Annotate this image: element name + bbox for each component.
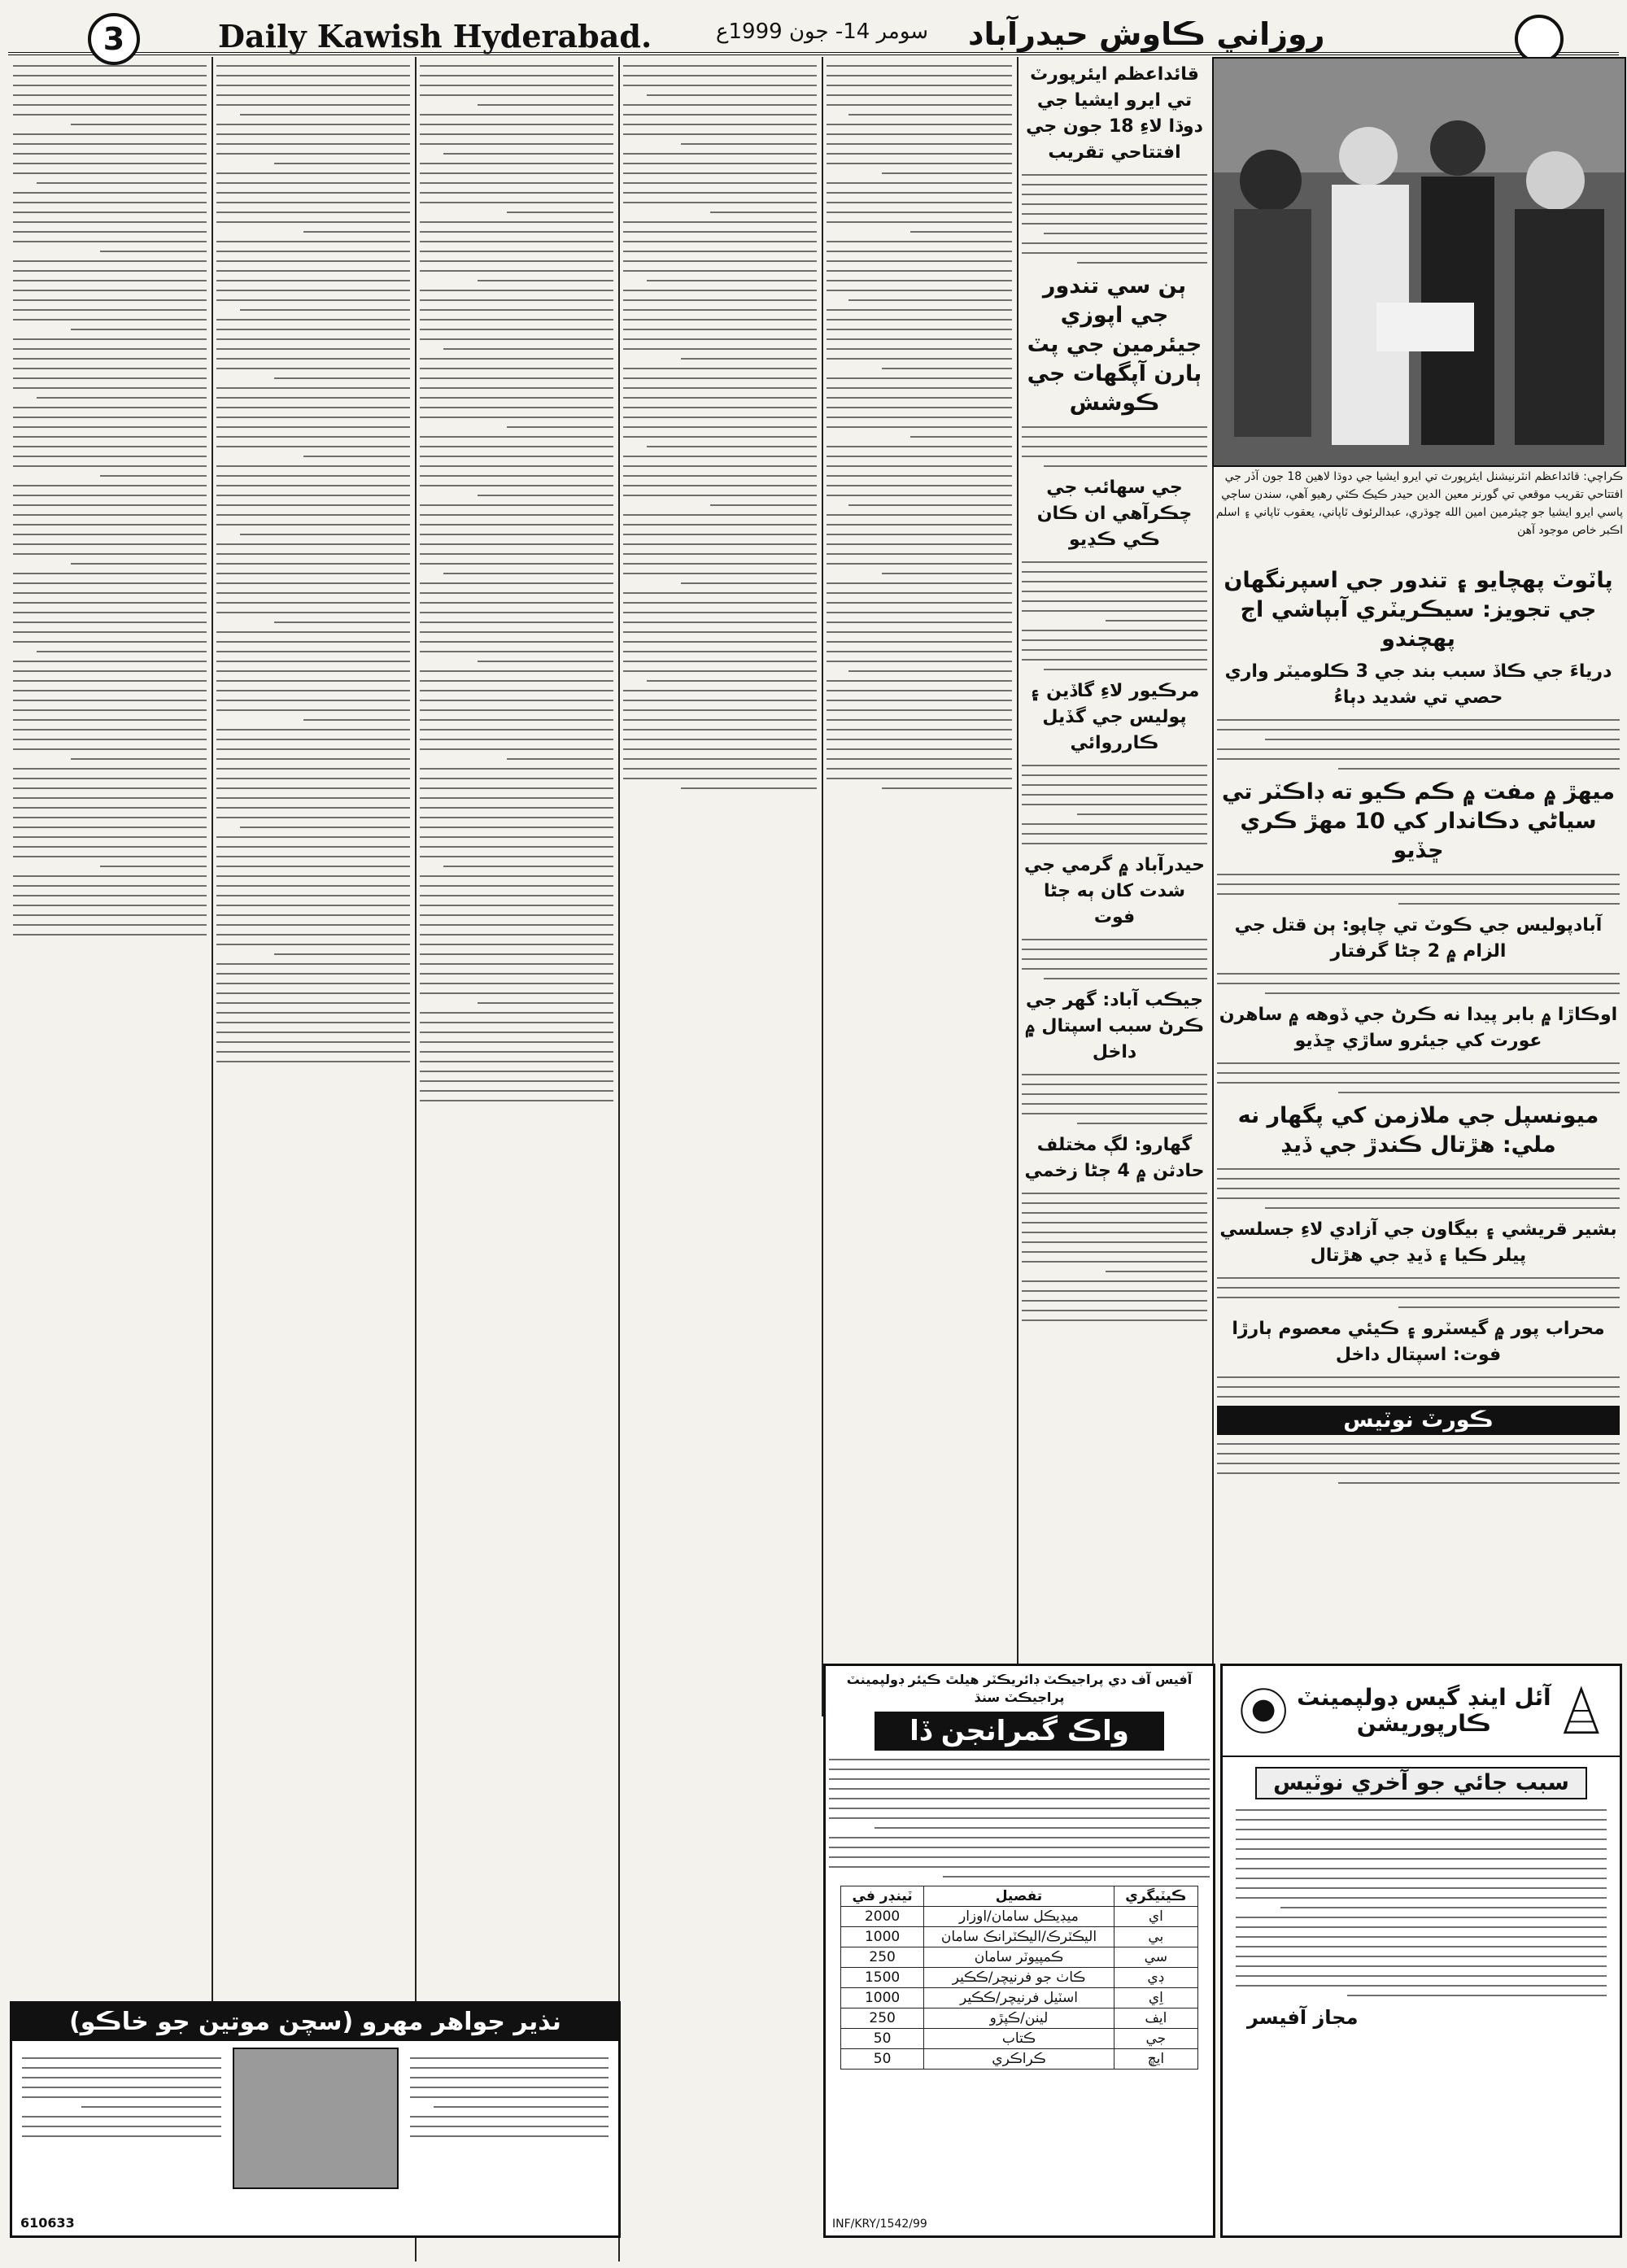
headline: مرڪيور لاءِ گاڏين ۽ پوليس جي گڏيل ڪارروائي — [1029, 681, 1200, 753]
logo-circle-icon — [1515, 15, 1564, 63]
ad-heading: نذير جواهر مهرو (سچن موتين جو خاڪو) — [12, 2004, 618, 2041]
bottom-left-advertisement — [10, 2001, 621, 2238]
headline: گهارو: لڳ مختلف حادثن ۾ 4 ڄڻا زخمي — [1024, 1135, 1205, 1181]
headline: بشير قريشي ۽ بيگاون جي آزادي لاءِ جسلسي پيلر ڪيا ۽ ڏيڍ جي هڙتال — [1219, 1219, 1617, 1266]
masthead — [8, 11, 1619, 55]
english-title: Daily Kawish Hyderabad. — [218, 18, 652, 55]
tender-header: ٽينڊر في — [841, 1886, 924, 1907]
headline: حيدرآباد ۾ گرمي جي شدت کان ٻه ڄڻا فوت — [1024, 855, 1205, 927]
notice-heading: سبب جائي جو آخري نوٽيس — [1255, 1767, 1587, 1799]
column-right — [1214, 561, 1623, 1660]
ad-image — [233, 2048, 399, 2189]
photo-caption: ڪراچي: قائداعظم انٽرنيشنل ايئرپورٽ تي ايرو ايشيا جي دوڌا لاهين 18 جون آڏر جي افتتاحي تقريب موقعي تي گورنر معين الدين حيدر ڪيڪ ڪٽي رهيو آهي، سندن ساڄي پاسي ايرو ايشيا جو چيئرمين امين الله چوڌري، عبدالرئوف ٽاپاني، يعقوب ٽاپاني ۽ اسلم اڪبر خاص موجود آهن — [1215, 470, 1623, 537]
ad-phone: 610633 — [20, 2215, 75, 2231]
column-1 — [10, 57, 210, 1993]
table-row: اي ميڊيڪل سامان/اوزار 2000 — [841, 1907, 1198, 1927]
column-3 — [417, 57, 617, 2261]
news-photo — [1212, 57, 1626, 467]
urdu-title: روزاني ڪاوش حيدرآباد — [968, 16, 1325, 52]
headline: جيڪب آباد: گهر جي ڪرڻ سبب اسپتال ۾ داخل — [1024, 990, 1205, 1062]
tender-header: ڪيٽيگري — [1114, 1886, 1197, 1907]
headline: آبادپوليس جي ڪوٽ تي چاپو: ٻن قتل جي الزام ۾ 2 ڄڻا گرفتار — [1234, 915, 1603, 962]
headline: ميهڙ ۾ مفت ۾ ڪم ڪيو ته ڊاڪٽر تي سياڻي دڪاندار کي 10 مهڙ ڪري ڇڏيو — [1221, 779, 1616, 863]
table-row: اِي اسٽيل فرنيچر/ڪڪير 1000 — [841, 1988, 1198, 2008]
headline: ميونسپل جي ملازمن کي پگهار نه ملي: هڙتال ڪندڙ جي ڏيڍ — [1237, 1103, 1599, 1158]
column-6 — [1019, 57, 1210, 1660]
issue-date: سومر 14- جون 1999ع — [716, 20, 929, 44]
column-5 — [823, 57, 1015, 1660]
table-row: بي اليڪٽرڪ/اليڪٽرانڪ سامان 1000 — [841, 1927, 1198, 1947]
ogdc-notice — [1220, 1664, 1622, 2238]
headline: اوڪاڙا ۾ بابر پيدا نه ڪرڻ جي ڏوهه ۾ ساهرن عورت کي جيئرو ساڙي ڇڏيو — [1219, 1005, 1618, 1051]
derrick-icon — [1559, 1674, 1603, 1747]
table-row: سي ڪمپيوٽر سامان 250 — [841, 1947, 1198, 1968]
table-row: جي ڪتاب 50 — [841, 2029, 1198, 2049]
notice-signature: مجاز آفيسر — [1247, 2006, 1359, 2029]
page-number: 3 — [88, 13, 140, 65]
tender-table — [840, 1886, 1198, 2070]
ad-organization: آفيس آف دي پراجيڪٽ ڊائريڪٽر هيلٿ ڪيئر ڊولپمينٽ پراجيڪٽ سنڌ — [846, 1672, 1193, 1705]
table-row: ڊي ڪاٺ جو فرنيچر/ڪڪير 1500 — [841, 1968, 1198, 1988]
headline: قائداعظم ايئرپورٽ تي ايرو ايشيا جي دوڌا لاءِ 18 جون جي افتتاحي تقريب — [1026, 64, 1203, 163]
table-row: ايڇ ڪراڪري 50 — [841, 2049, 1198, 2070]
headline: محراب پور ۾ گيسٽرو ۽ ڪيئي معصوم ٻارڙا فوت: اسپتال داخل — [1232, 1319, 1605, 1365]
headline: درياءَ جي ڪاڏ سبب بند جي 3 ڪلوميٽر واري حصي تي شديد دٻاءُ — [1224, 661, 1612, 708]
ogdc-logo-icon — [1239, 1674, 1288, 1747]
column-2 — [213, 57, 413, 2261]
ogdc-title: آئل اينڊ گيس ڊولپمينٽ ڪارپوريشن — [1297, 1684, 1551, 1737]
headline: پاٽوٽ پهچايو ۽ تندور جي اسپرنگهان جي تجويز: سيڪريٽري آبپاشي اڄ پهچندو — [1224, 568, 1613, 652]
court-notice-heading: ڪورٽ نوٽيس — [1217, 1406, 1620, 1435]
tender-advertisement — [823, 1664, 1215, 2238]
headline: ٻن سي تندور جي اپوزي جيئرمين جي پٽ ٻارن آپگهات جي ڪوشش — [1027, 273, 1202, 416]
ad-reference: INF/KRY/1542/99 — [832, 2218, 927, 2231]
column-4 — [620, 57, 820, 1660]
table-row: ايف لينن/ڪپڙو 250 — [841, 2008, 1198, 2029]
ad-title: واڪ گمرانجن ڏا — [875, 1712, 1164, 1751]
headline: جي سهائب جي چڪرآهي ان ڪان ڪي ڪڍيو — [1036, 478, 1193, 550]
tender-header: تفصيل — [924, 1886, 1114, 1907]
